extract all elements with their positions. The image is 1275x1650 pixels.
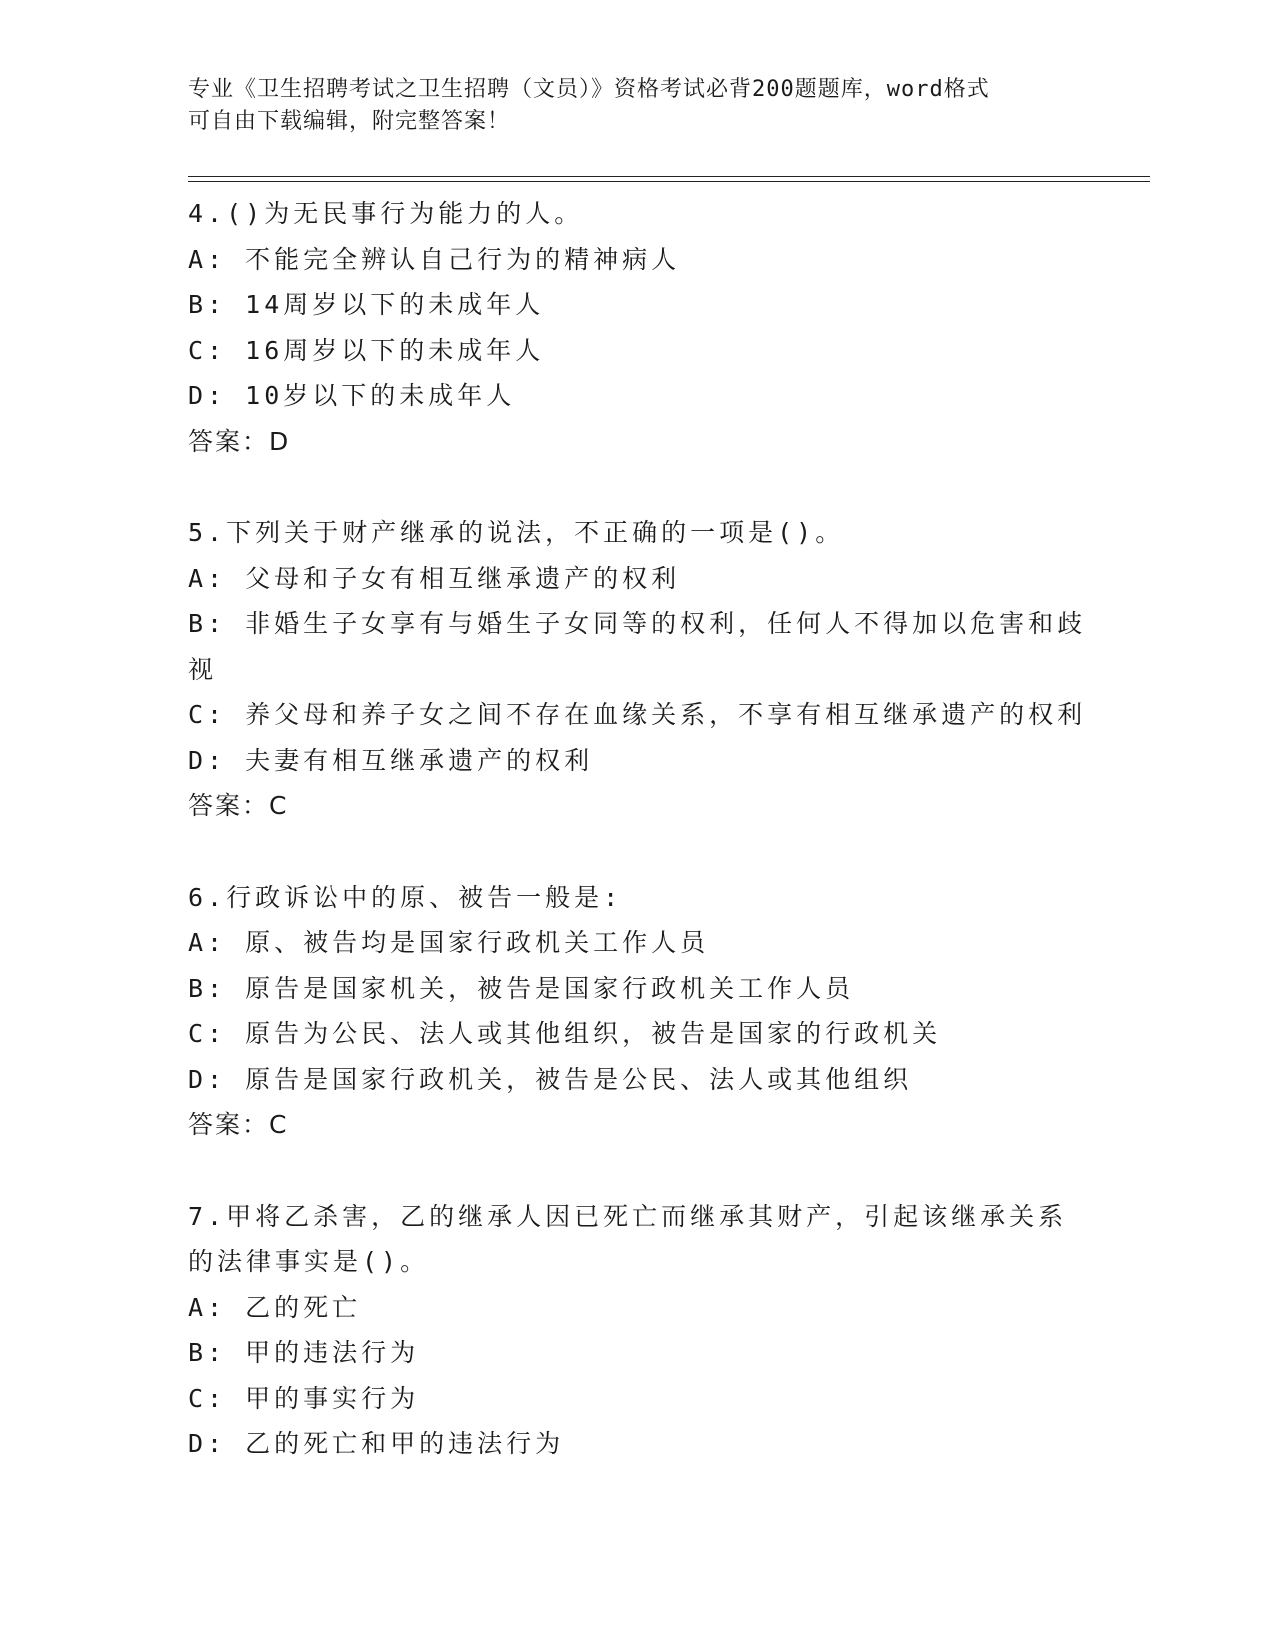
question-spacer [188, 1148, 1088, 1194]
option-d: D: 10岁以下的未成年人 [188, 381, 516, 410]
option-a: A: 乙的死亡 [188, 1292, 362, 1322]
question-spacer [188, 464, 1088, 510]
option-d: D: 原告是国家行政机关，被告是公民、法人或其他组织 [188, 1064, 913, 1094]
question-block [188, 1194, 1088, 1467]
question-stem: 5.下列关于财产继承的说法，不正确的一项是()。 [188, 518, 845, 547]
option-b-continued: 视 [188, 654, 218, 684]
option-b: B: 非婚生子女享有与婚生子女同等的权利，任何人不得加以危害和歧 [188, 609, 1087, 638]
header-title-line-1: 专业《卫生招聘考试之卫生招聘（文员）》资格考试必背200题题库，word格式 [188, 77, 990, 102]
answer-line: 答案：D [188, 426, 291, 456]
question-stem: 7.甲将乙杀害，乙的继承人因已死亡而继承其财产，引起该继承关系 [188, 1201, 1068, 1231]
answer-line: 答案：C [188, 1110, 289, 1139]
question-stem-continued: 的法律事实是()。 [188, 1247, 430, 1276]
option-c: C: 16周岁以下的未成年人 [188, 335, 545, 365]
option-a: A: 原、被告均是国家行政机关工作人员 [188, 928, 710, 957]
option-c: C: 甲的事实行为 [188, 1383, 420, 1413]
option-b: B: 14周岁以下的未成年人 [188, 290, 545, 319]
option-d: D: 夫妻有相互继承遗产的权利 [188, 745, 594, 775]
option-b: B: 原告是国家机关，被告是国家行政机关工作人员 [188, 973, 855, 1003]
question-block [188, 191, 1088, 464]
question-block [188, 510, 1088, 829]
question-stem: 6.行政诉讼中的原、被告一般是: [188, 882, 623, 912]
option-a: A: 不能完全辨认自己行为的精神病人 [188, 244, 681, 274]
question-spacer [188, 829, 1088, 875]
question-list [188, 191, 1088, 1467]
option-c: C: 原告为公民、法人或其他组织，被告是国家的行政机关 [188, 1019, 942, 1048]
option-d: D: 乙的死亡和甲的违法行为 [188, 1429, 565, 1458]
document-header [188, 74, 1088, 138]
header-divider-bottom [188, 181, 1150, 182]
question-stem: 4.()为无民事行为能力的人。 [188, 199, 584, 228]
header-divider-top [188, 176, 1150, 177]
answer-line: 答案：C [188, 791, 289, 820]
question-block [188, 875, 1088, 1148]
option-b: B: 甲的违法行为 [188, 1338, 420, 1367]
option-a: A: 父母和子女有相互继承遗产的权利 [188, 563, 681, 593]
header-title-line-2: 可自由下载编辑，附完整答案！ [188, 109, 511, 134]
option-c: C: 养父母和养子女之间不存在血缘关系，不享有相互继承遗产的权利 [188, 700, 1087, 729]
